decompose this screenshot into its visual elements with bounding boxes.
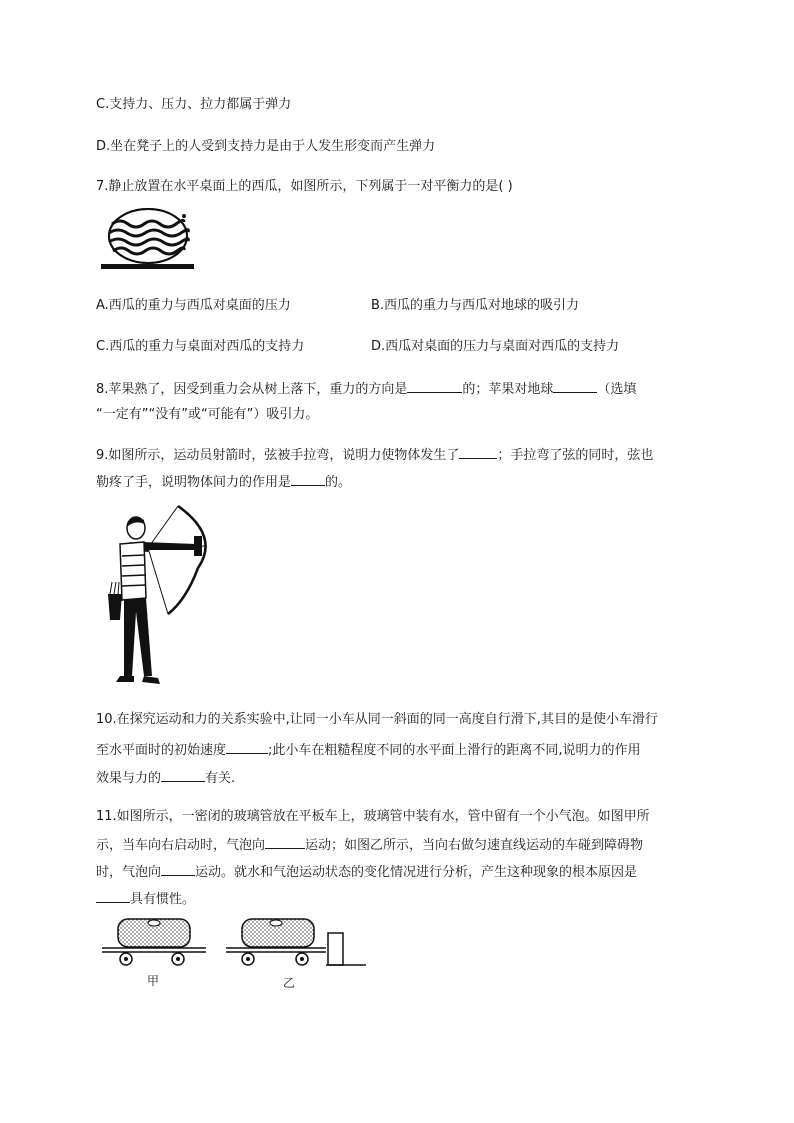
q11-text-d: 运动。就水和气泡运动状态的变化情况进行分析，产生这种现象的根本原因是 (195, 865, 638, 880)
q10-line-3 (96, 769, 235, 787)
q11-text-a: 示，当车向右启动时，气泡向 (96, 838, 266, 853)
answer-blank (161, 769, 205, 782)
cart-figure-yi (222, 915, 368, 969)
answer-blank (407, 380, 462, 393)
q10-text-a: 至水平面时的初始速度 (96, 743, 227, 758)
q9-line-2 (96, 473, 351, 491)
figure-caption-yi: 乙 (283, 976, 296, 990)
q10-text-d: 有关. (205, 771, 236, 786)
q8-text-b: 的；苹果对地球 (462, 382, 554, 397)
q8-text-c: （选填 (597, 382, 637, 397)
answer-blank (291, 473, 325, 486)
figure-caption-jia: 甲 (147, 974, 160, 988)
cart-figure-jia (100, 915, 210, 967)
q9-text-d: 的。 (325, 475, 352, 490)
answer-blank (459, 446, 497, 459)
q9-text-b: ；手拉弯了弦的同时，弦也 (497, 448, 654, 463)
q8-line-1 (96, 380, 636, 398)
archer-figure (102, 500, 226, 686)
q9-line-1 (96, 446, 653, 464)
q6-option-d: D.坐在凳子上的人受到支持力是由于人发生形变而产生弹力 (96, 139, 436, 154)
answer-blank (265, 836, 305, 849)
q8-text-a: 8.苹果熟了，因受到重力会从树上落下，重力的方向是 (96, 382, 408, 397)
q11-line-3 (96, 863, 637, 881)
q8-line-2: “一定有”“没有”或“可能有”）吸引力。 (96, 407, 319, 422)
q10-text-b: ;此小车在粗糙程度不同的水平面上滑行的距离不同,说明力的作用 (268, 743, 641, 758)
q9-text-c: 勒疼了手，说明物体间力的作用是 (96, 475, 292, 490)
q11-text-e: 具有惯性。 (130, 892, 196, 907)
answer-blank (161, 863, 195, 876)
q7-option-d: D.西瓜对桌面的压力与桌面对西瓜的支持力 (371, 339, 620, 354)
q10-line-1: 10.在探究运动和力的关系实验中,让同一小车从同一斜面的同一高度自行滑下,其目的是使小车滑行 (96, 712, 658, 727)
q11-text-b: 运动；如图乙所示，当向右做匀速直线运动的车碰到障碍物 (305, 838, 644, 853)
q11-line-2 (96, 836, 643, 854)
q7-option-a: A.西瓜的重力与西瓜对桌面的压力 (96, 298, 291, 313)
q11-text-c: 时，气泡向 (96, 865, 162, 880)
q11-line-4 (96, 890, 195, 908)
q7-option-c: C.西瓜的重力与桌面对西瓜的支持力 (96, 339, 305, 354)
q6-option-c: C.支持力、压力、拉力都属于弹力 (96, 97, 292, 112)
q7-stem: 7.静止放置在水平桌面上的西瓜，如图所示，下列属于一对平衡力的是( ) (96, 179, 513, 194)
q11-line-1: 11.如图所示，一密闭的玻璃管放在平板车上，玻璃管中装有水，管中留有一个小气泡。如图甲所 (96, 809, 650, 824)
answer-blank (96, 890, 130, 903)
q7-option-b: B.西瓜的重力与西瓜对地球的吸引力 (371, 298, 580, 313)
q10-line-2 (96, 741, 641, 759)
q10-text-c: 效果与力的 (96, 771, 162, 786)
q9-text-a: 9.如图所示，运动员射箭时，弦被手拉弯，说明力使物体发生了 (96, 448, 460, 463)
watermelon-figure (100, 202, 196, 272)
answer-blank (553, 380, 597, 393)
answer-blank (226, 741, 268, 754)
